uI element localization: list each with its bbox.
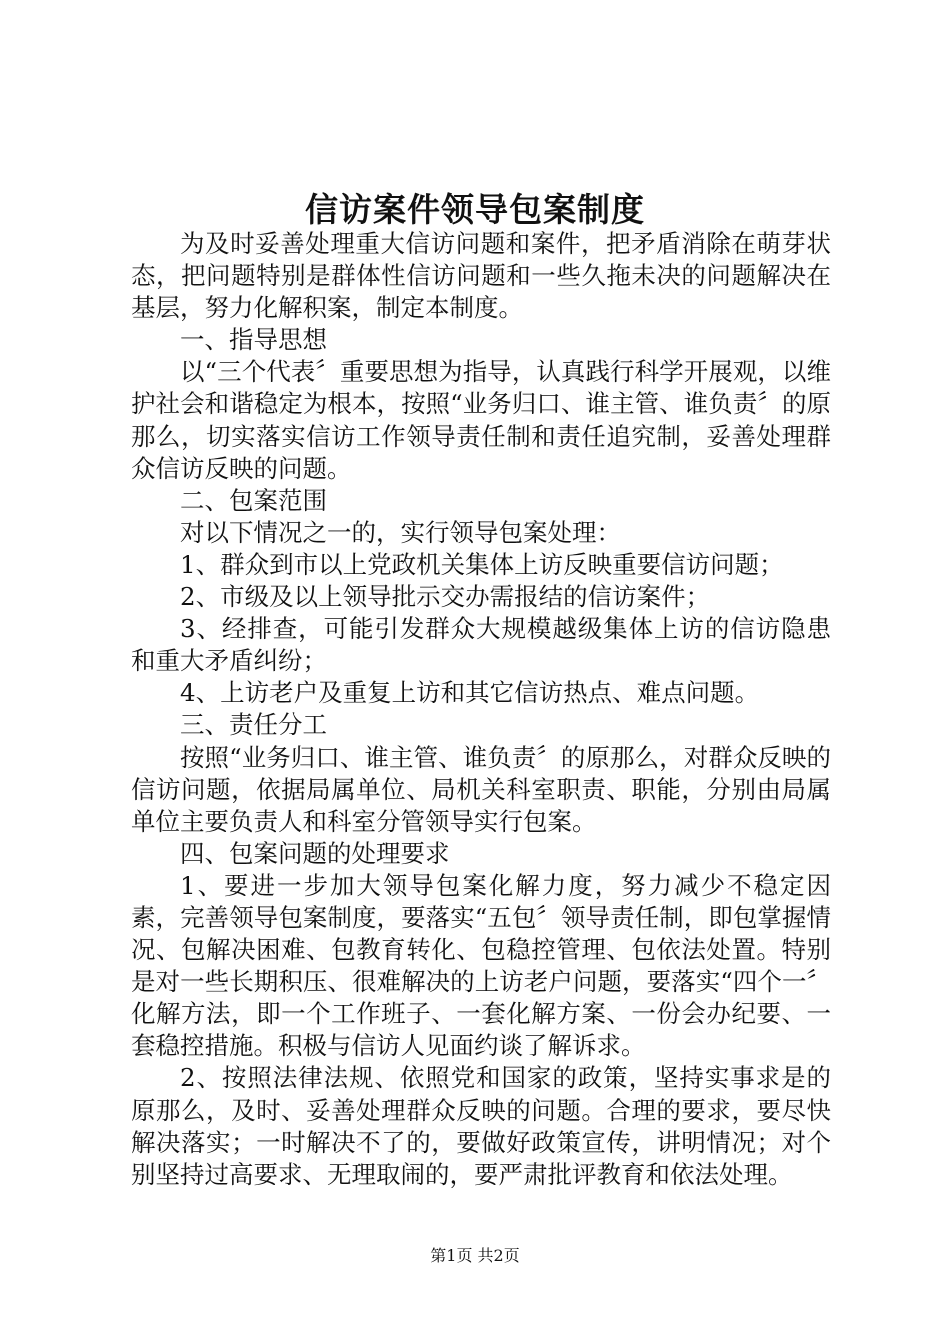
list-item-scope-3: 3、经排查，可能引发群众大规模越级集体上访的信访隐患和重大矛盾纠纷； — [131, 614, 831, 676]
list-item-requirement-2: 2、按照法律法规、依照党和国家的政策，坚持实事求是的原那么，及时、妥善处理群众反映的问题。合理的要求，要尽快解决落实；一时解决不了的，要做好政策宣传，讲明情况；对个别坚持过高要求、无理取闹的，要严肃批评教育和依法处理。 — [131, 1063, 831, 1189]
list-item-scope-2: 2、市级及以上领导批示交办需报结的信访案件； — [180, 582, 711, 612]
page-number: 第1页 共2页 — [430, 1246, 520, 1265]
list-item-requirement-1: 1、要进一步加大领导包案化解力度，努力减少不稳定因素，完善领导包案制度，要落实“五包〞领导责任制，即包掌握情况、包解决困难、包教育转化、包稳控管理、包依法处置。特别是对一些长期积压、很难解决的上访老户问题，要落实“四个一〞化解方法，即一个工作班子、一套化解方案、一份会办纪要、一套稳控措施。积极与信访人见面约谈了解诉求。 — [131, 870, 831, 1061]
paragraph-responsibility: 按照“业务归口、谁主管、谁负责〞的原那么，对群众反映的信访问题，依据局属单位、局机关科室职责、职能，分别由局属单位主要负责人和科室分管领导实行包案。 — [131, 742, 831, 836]
list-item-scope-1: 1、群众到市以上党政机关集体上访反映重要信访问题； — [180, 549, 784, 579]
section-heading-responsibility: 三、责任分工 — [180, 710, 327, 740]
document-title: 信访案件领导包案制度 — [305, 190, 645, 229]
section-heading-scope: 二、包案范围 — [180, 485, 327, 515]
document-body — [131, 228, 831, 1191]
paragraph-guiding-ideology: 以“三个代表〞重要思想为指导，认真践行科学开展观，以维护社会和谐稳定为根本，按照“业务归口、谁主管、谁负责〞的原那么，切实落实信访工作领导责任制和责任追究制，妥善处理群众信访反映的问题。 — [131, 357, 831, 483]
paragraph-intro: 为及时妥善处理重大信访问题和案件，把矛盾消除在萌芽状态，把问题特别是群体性信访问题和一些久拖未决的问题解决在基层，努力化解积案，制定本制度。 — [131, 229, 831, 323]
section-heading-requirements: 四、包案问题的处理要求 — [180, 838, 450, 868]
section-heading-guiding-ideology: 一、指导思想 — [180, 325, 327, 355]
list-item-scope-4: 4、上访老户及重复上访和其它信访热点、难点问题。 — [180, 678, 760, 708]
paragraph-scope-intro: 对以下情况之一的，实行领导包案处理： — [180, 517, 621, 547]
